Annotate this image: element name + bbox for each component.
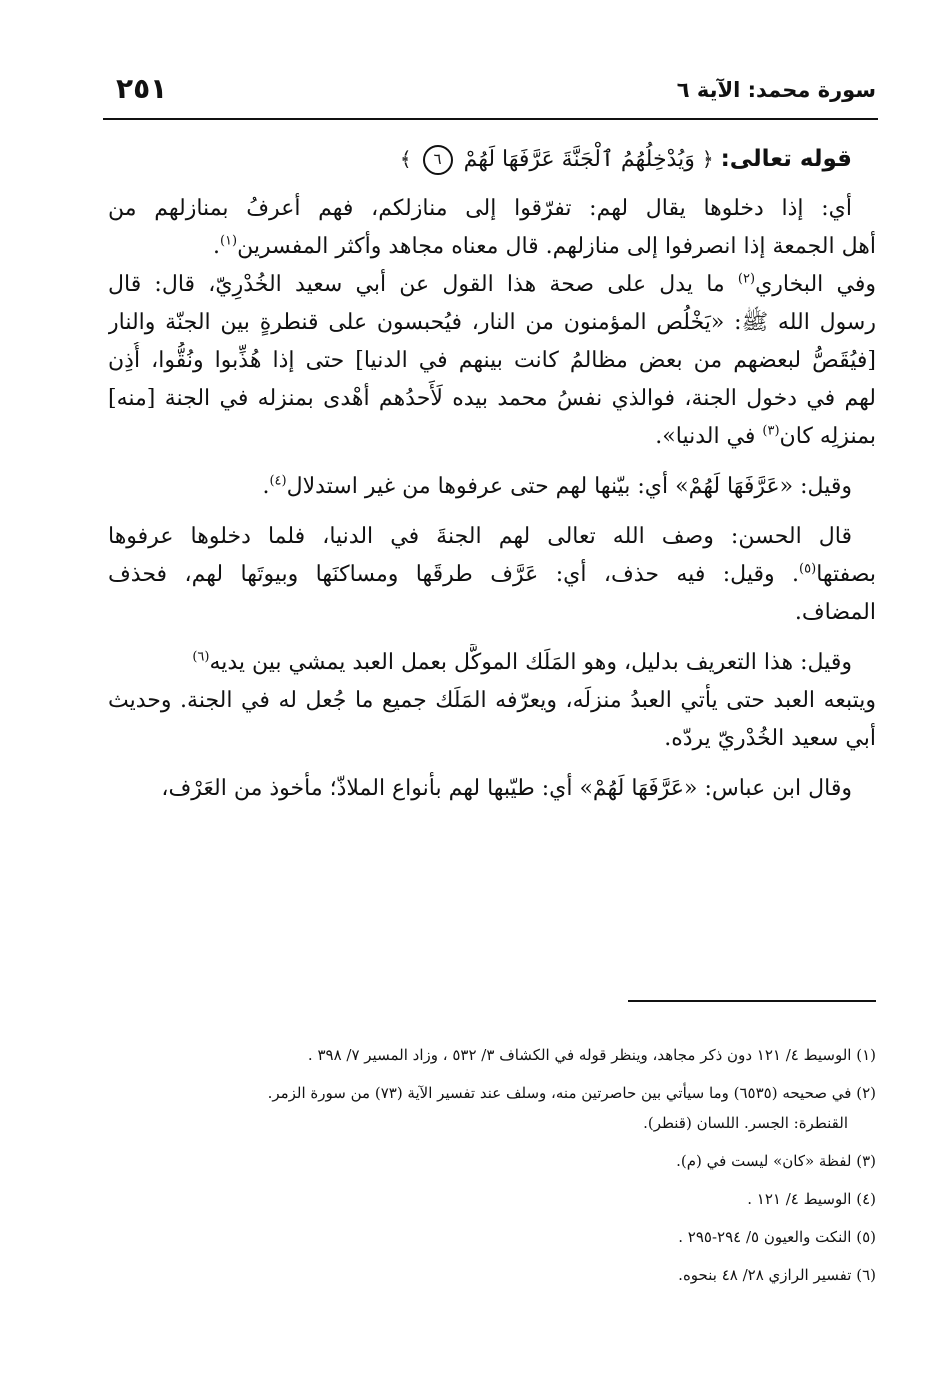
line-text: وقيل: «عَرَّفَهَا لَهُمْ» أي: بيّنها لهم حتى عرفوها من غير استدلال	[286, 474, 852, 499]
verse-open-bracket: ﴿	[701, 147, 714, 171]
footnote-number: (٦)	[856, 1266, 876, 1284]
footnotes	[108, 1040, 876, 1290]
footnote-text: لفظة «كان» ليست في (م).	[676, 1152, 852, 1170]
paragraph-line: المضاف.	[794, 600, 876, 625]
page-number: ٢٥١	[116, 72, 168, 105]
footnote-text: في صحيحه (٦٥٣٥) وما سيأتي بين حاصرتين منه، وسلف عند تفسير الآية (٧٣) من سورة الزمر.	[267, 1084, 852, 1102]
line-text: . وقيل: فيه حذف، أي: عَرَّف طرقَها ومساكنَها وبيوتَها لهم، فحذف	[108, 562, 800, 587]
line-text: وقيل: هذا التعريف بدليل، وهو المَلَك الموكَّل بعمل العبد يمشي بين يديه	[209, 650, 852, 675]
paragraph-line: لهم في دخول الجنة، فوالذي نفسُ محمد بيده لَأَحدُهم أهْدى بمنزله في الجنة [منه]	[108, 386, 876, 411]
paragraph-line: أي: إذا دخلوها يقال لهم: تفرّقوا إلى منازلكم، فهم أعرفُ بمنازلهم من	[108, 196, 852, 221]
footnote-text: تفسير الرازي ٢٨/ ٤٨ بنحوه.	[678, 1266, 852, 1284]
running-header	[108, 72, 876, 112]
footnote-ref: (٥)	[799, 561, 817, 577]
footnote	[108, 1040, 876, 1070]
header-title: سورة محمد: الآية ٦	[676, 78, 876, 102]
paragraph-line	[108, 418, 876, 456]
ayah-number-icon: ٦	[423, 145, 453, 175]
footnote	[108, 1146, 876, 1176]
footnote-number: (١)	[856, 1046, 876, 1064]
paragraph-line: أبي سعيد الخُدْريّ يردّه.	[664, 726, 876, 751]
paragraph-line	[108, 228, 876, 266]
paragraph-line	[108, 644, 876, 682]
footnote	[108, 1222, 876, 1252]
paragraph-line	[108, 266, 876, 304]
line-end: .	[262, 474, 270, 499]
main-text	[108, 140, 876, 808]
footnote-continuation: القنطرة: الجسر. اللسان (قنطر).	[643, 1114, 848, 1132]
paragraph-line	[108, 468, 876, 506]
footnote-rule	[628, 1000, 876, 1002]
verse-close-bracket: ﴾	[399, 147, 412, 171]
footnote	[108, 1078, 876, 1108]
footnote-number: (٣)	[856, 1152, 876, 1170]
footnote	[108, 1260, 876, 1290]
line-text: وفي البخاري	[755, 272, 876, 297]
header-rule	[103, 118, 878, 120]
verse-text: وَيُدْخِلُهُمُ ٱلْجَنَّةَ عَرَّفَهَا لَهُمْ	[463, 147, 695, 172]
line-text: في الدنيا».	[655, 424, 763, 449]
footnote-text: الوسيط ٤/ ١٢١ دون ذكر مجاهد، وينظر قوله في الكشاف ٣/ ٥٣٢ ، وزاد المسير ٧/ ٣٩٨ .	[307, 1046, 852, 1064]
paragraph-line: ويتبعه العبد حتى يأتي العبدُ منزلَه، ويعرّفه المَلَك جميع ما جُعل له في الجنة. وحديث	[108, 688, 876, 713]
footnote-ref: (٣)	[762, 423, 780, 439]
line-text: بمنزلِه كان	[779, 424, 876, 449]
paragraph-line: رسول الله ﷺ: «يَخْلُص المؤمنون من النار، فيُحبسون على قنطرةٍ بين الجنّة والنار	[108, 310, 876, 335]
footnote-text: النكت والعيون ٥/ ٢٩٤-٢٩٥ .	[678, 1228, 852, 1246]
verse-label: قوله تعالى:	[720, 146, 852, 172]
footnote-text: الوسيط ٤/ ١٢١ .	[747, 1190, 852, 1208]
paragraph-line	[108, 556, 876, 594]
footnote-number: (٤)	[856, 1190, 876, 1208]
line-end: .	[212, 234, 220, 259]
footnote-ref: (٤)	[269, 473, 287, 489]
footnote-number: (٥)	[856, 1228, 876, 1246]
paragraph-line: قال الحسن: وصف الله تعالى لهم الجنةَ في الدنيا، فلما دخلوها عرفوها	[108, 524, 852, 549]
line-text: أهل الجمعة إذا انصرفوا إلى منازلهم. قال معناه مجاهد وأكثر المفسرين	[237, 234, 876, 259]
footnote-ref: (٢)	[737, 271, 756, 287]
verse-line	[108, 140, 876, 178]
paragraph-line: [فيُقَصُّ لبعضهم من بعض مظالمُ كانت بينهم في الدنيا] حتى إذا هُذِّبوا ونُقُّوا، أُذِن	[108, 348, 876, 373]
paragraph-line: وقال ابن عباس: «عَرَّفَهَا لَهُمْ» أي: طيّبها لهم بأنواع الملاذّ؛ مأخوذ من العَرْف،	[161, 776, 852, 801]
line-text: ما يدل على صحة هذا القول عن أبي سعيد الخُدْرِيّ، قال: قال	[108, 272, 738, 297]
line-text: بصفتها	[816, 562, 876, 587]
footnote	[108, 1184, 876, 1214]
footnote-ref: (٦)	[192, 649, 210, 665]
footnote-ref: (١)	[219, 233, 238, 249]
footnote-number: (٢)	[856, 1084, 876, 1102]
